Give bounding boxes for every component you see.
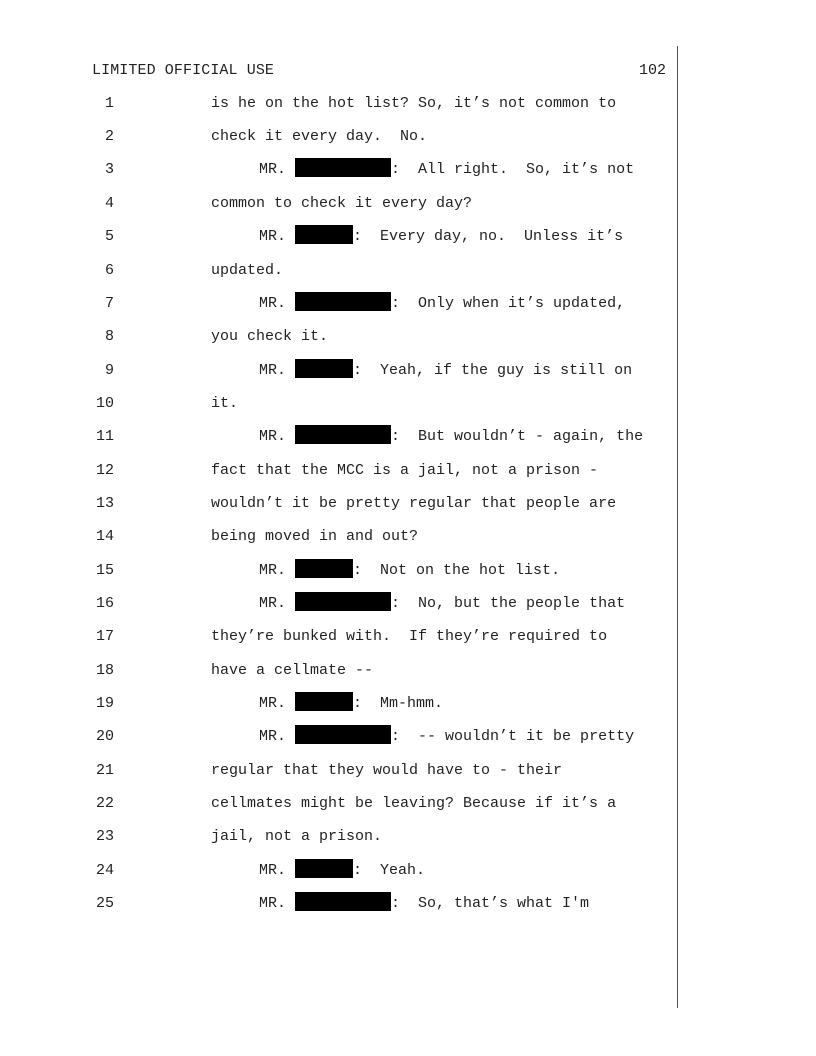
- speaker-prefix: MR.: [259, 895, 287, 912]
- line-number: 15: [95, 562, 114, 579]
- transcript-line: [0, 158, 816, 182]
- transcript-line: [0, 892, 816, 916]
- redaction-box: [295, 859, 353, 878]
- transcript-line: [0, 559, 816, 583]
- line-number: 10: [95, 395, 114, 412]
- speaker-text: : But wouldn’t - again, the: [391, 428, 644, 445]
- line-text: [211, 759, 562, 783]
- speaker-turn: [259, 359, 632, 383]
- speaker-turn: [259, 892, 589, 916]
- transcript-line: [0, 725, 816, 749]
- line-body: check it every day. No.: [211, 128, 428, 145]
- line-number: 13: [95, 495, 114, 512]
- line-number: 1: [104, 95, 114, 112]
- transcript-line: [0, 292, 816, 316]
- line-body: they’re bunked with. If they’re required to: [211, 628, 608, 645]
- line-text: [211, 392, 238, 416]
- line-number: 25: [95, 895, 114, 912]
- line-number: 16: [95, 595, 114, 612]
- transcript-line: [0, 659, 816, 683]
- line-body: being moved in and out?: [211, 528, 419, 545]
- line-number: 2: [104, 128, 114, 145]
- speaker-text: : Mm-hmm.: [353, 695, 444, 712]
- line-body: you check it.: [211, 328, 329, 345]
- speaker-text: : Only when it’s updated,: [391, 295, 626, 312]
- line-number: 12: [95, 462, 114, 479]
- line-text: [211, 459, 598, 483]
- transcript-line: [0, 225, 816, 249]
- line-text: [211, 792, 616, 816]
- line-number: 6: [104, 262, 114, 279]
- speaker-prefix: MR.: [259, 695, 287, 712]
- redaction-box: [295, 559, 353, 578]
- speaker-text: : -- wouldn’t it be pretty: [391, 728, 635, 745]
- line-text: [211, 125, 427, 149]
- line-body: common to check it every day?: [211, 195, 473, 212]
- redaction-box: [295, 292, 391, 311]
- speaker-text: : Not on the hot list.: [353, 562, 561, 579]
- line-body: jail, not a prison.: [211, 828, 383, 845]
- speaker-prefix: MR.: [259, 295, 287, 312]
- page-number: 102: [638, 62, 666, 79]
- line-number: 19: [95, 695, 114, 712]
- redaction-box: [295, 225, 353, 244]
- line-text: [211, 259, 283, 283]
- transcript-line: [0, 859, 816, 883]
- line-number: 7: [104, 295, 114, 312]
- line-body: is he on the hot list? So, it’s not common to: [211, 95, 617, 112]
- speaker-turn: [259, 725, 634, 749]
- redaction-box: [295, 158, 391, 177]
- transcript-line: [0, 525, 816, 549]
- classification-header: LIMITED OFFICIAL USE: [92, 62, 275, 79]
- speaker-text: : No, but the people that: [391, 595, 626, 612]
- line-number: 17: [95, 628, 114, 645]
- speaker-prefix: MR.: [259, 595, 287, 612]
- line-number: 21: [95, 762, 114, 779]
- line-body: cellmates might be leaving? Because if it’s a: [211, 795, 617, 812]
- transcript-line: [0, 392, 816, 416]
- speaker-prefix: MR.: [259, 362, 287, 379]
- line-body: it.: [211, 395, 239, 412]
- line-number: 20: [95, 728, 114, 745]
- line-number: 9: [104, 362, 114, 379]
- line-number: 18: [95, 662, 114, 679]
- line-text: [211, 525, 418, 549]
- line-number: 14: [95, 528, 114, 545]
- transcript-line: [0, 459, 816, 483]
- transcript-line: [0, 325, 816, 349]
- redaction-box: [295, 592, 391, 611]
- line-text: [211, 92, 616, 116]
- line-text: [211, 192, 472, 216]
- speaker-turn: [259, 692, 443, 716]
- speaker-text: : Yeah, if the guy is still on: [353, 362, 633, 379]
- line-body: updated.: [211, 262, 284, 279]
- speaker-text: : Yeah.: [353, 862, 426, 879]
- speaker-prefix: MR.: [259, 562, 287, 579]
- line-text: [211, 825, 382, 849]
- line-number: 11: [95, 428, 114, 445]
- line-body: regular that they would have to - their: [211, 762, 563, 779]
- line-number: 23: [95, 828, 114, 845]
- transcript-line: [0, 359, 816, 383]
- line-number: 5: [104, 228, 114, 245]
- speaker-prefix: MR.: [259, 161, 287, 178]
- line-text: [211, 659, 373, 683]
- speaker-text: : Every day, no. Unless it’s: [353, 228, 624, 245]
- line-number: 3: [104, 161, 114, 178]
- speaker-turn: [259, 559, 560, 583]
- transcript-line: [0, 625, 816, 649]
- line-number: 8: [104, 328, 114, 345]
- line-number: 4: [104, 195, 114, 212]
- speaker-turn: [259, 158, 634, 182]
- line-body: have a cellmate --: [211, 662, 374, 679]
- transcript-line: [0, 425, 816, 449]
- speaker-turn: [259, 859, 425, 883]
- transcript-line: [0, 692, 816, 716]
- redaction-box: [295, 892, 391, 911]
- speaker-text: : So, that’s what I'm: [391, 895, 590, 912]
- speaker-turn: [259, 225, 623, 249]
- transcript-line: [0, 592, 816, 616]
- transcript-line: [0, 92, 816, 116]
- speaker-prefix: MR.: [259, 728, 287, 745]
- transcript-line: [0, 825, 816, 849]
- transcript-line: [0, 492, 816, 516]
- line-text: [211, 492, 616, 516]
- transcript-line: [0, 759, 816, 783]
- speaker-text: : All right. So, it’s not: [391, 161, 635, 178]
- speaker-prefix: MR.: [259, 862, 287, 879]
- line-text: [211, 325, 328, 349]
- transcript-line: [0, 792, 816, 816]
- redaction-box: [295, 692, 353, 711]
- redaction-box: [295, 425, 391, 444]
- transcript-line: [0, 259, 816, 283]
- transcript-line: [0, 192, 816, 216]
- speaker-prefix: MR.: [259, 228, 287, 245]
- line-body: wouldn’t it be pretty regular that people are: [211, 495, 617, 512]
- speaker-prefix: MR.: [259, 428, 287, 445]
- redaction-box: [295, 359, 353, 378]
- line-body: fact that the MCC is a jail, not a prison -: [211, 462, 599, 479]
- line-text: [211, 625, 607, 649]
- speaker-turn: [259, 292, 625, 316]
- transcript-line: [0, 125, 816, 149]
- line-number: 22: [95, 795, 114, 812]
- speaker-turn: [259, 592, 625, 616]
- speaker-turn: [259, 425, 643, 449]
- line-number: 24: [95, 862, 114, 879]
- redaction-box: [295, 725, 391, 744]
